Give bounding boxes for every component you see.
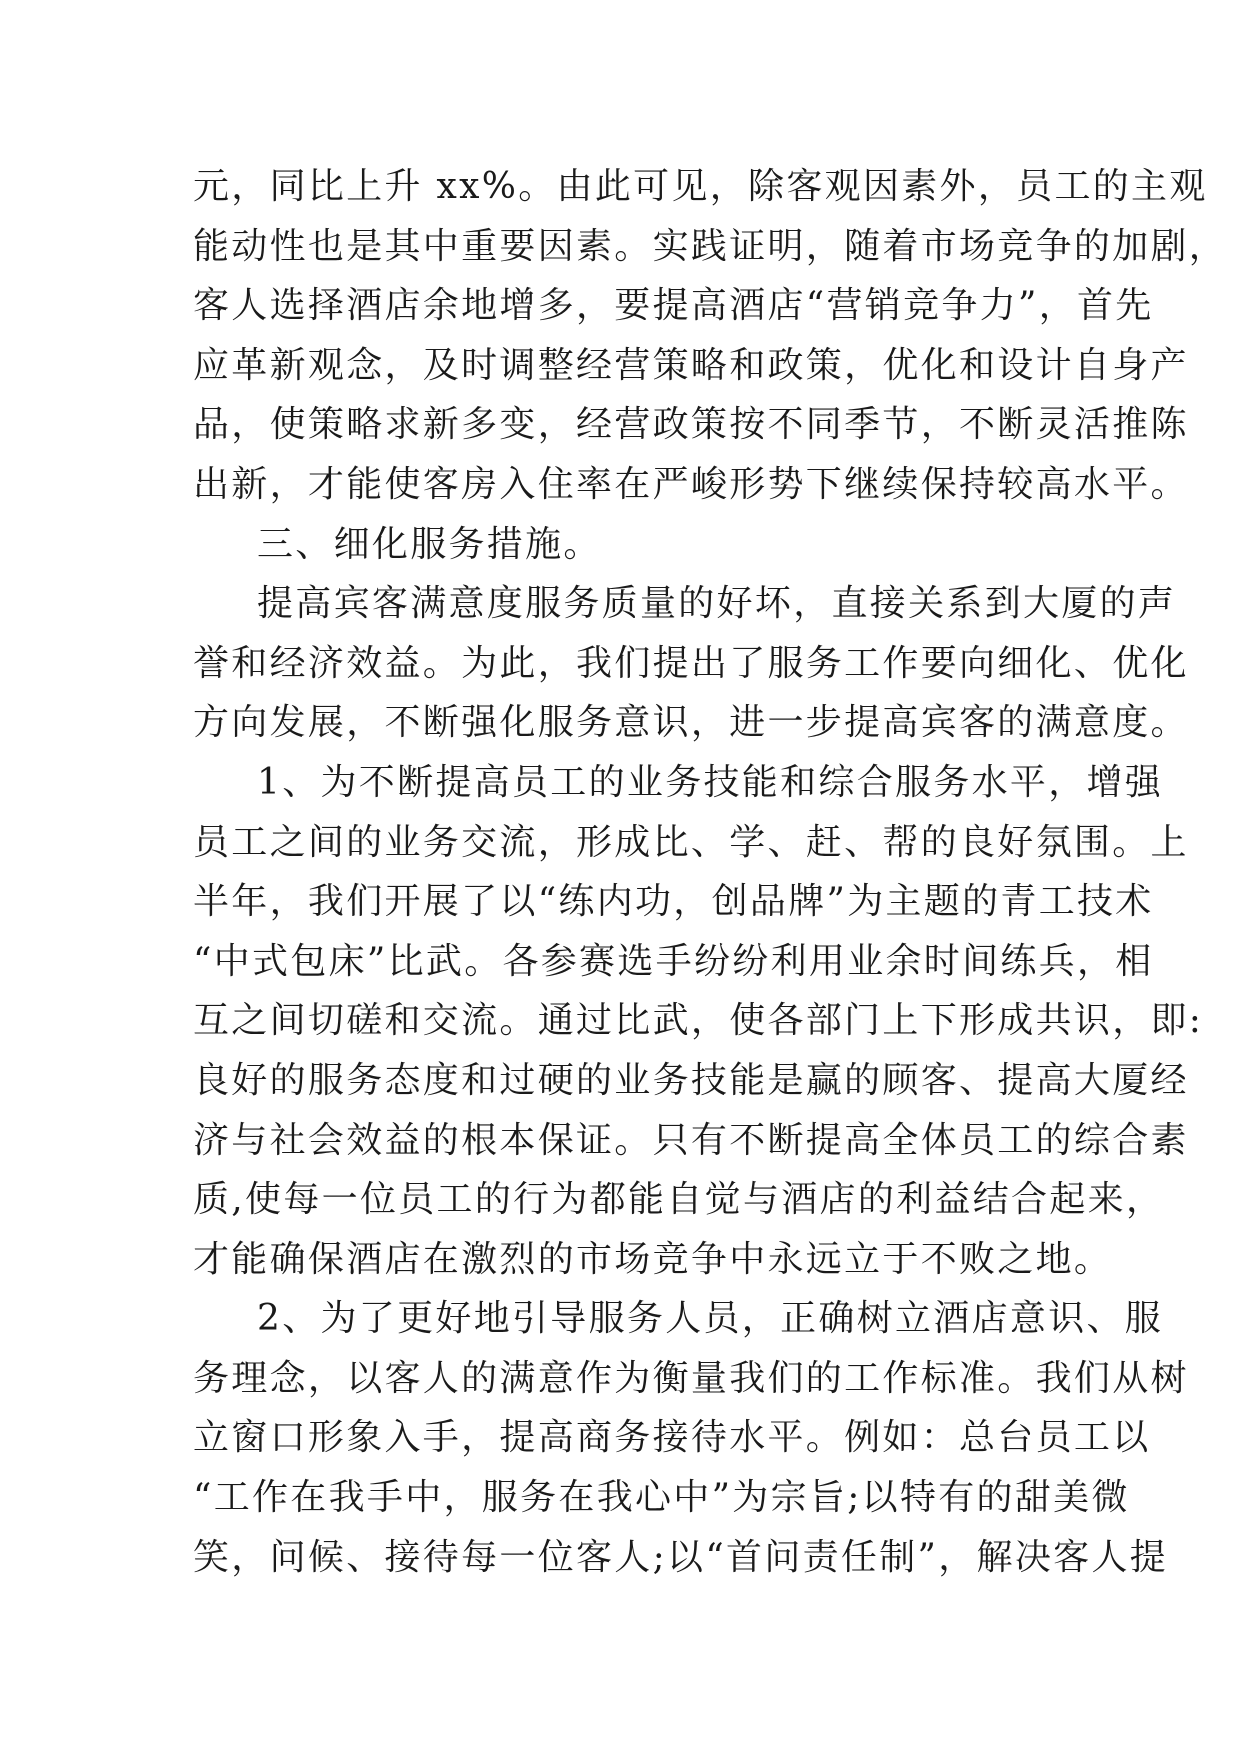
text-line: 才能确保酒店在激烈的市场竞争中永远立于不败之地。 — [193, 1238, 1113, 1280]
text-line: 客人选择酒店余地增多，要提高酒店“营销竞争力”，首先 — [193, 285, 1154, 327]
text-line: 员工之间的业务交流，形成比、学、赶、帮的良好氛围。上 — [193, 821, 1189, 863]
section-heading: 三、细化服务措施。 — [257, 523, 602, 565]
text-line: 济与社会效益的根本保证。只有不断提高全体员工的综合素 — [193, 1119, 1189, 1161]
text-line: 方向发展，不断强化服务意识，进一步提高宾客的满意度。 — [193, 702, 1189, 744]
text-line: 出新，才能使客房入住率在严峻形势下继续保持较高水平。 — [193, 463, 1189, 505]
text-line: 能动性也是其中重要因素。实践证明，随着市场竞争的加剧， — [193, 225, 1228, 267]
text-line: 半年，我们开展了以“练内功，创品牌”为主题的青工技术 — [193, 881, 1154, 923]
text-line: 务理念，以客人的满意作为衡量我们的工作标准。我们从树 — [193, 1357, 1189, 1399]
paragraph-start-line: 2、为了更好地引导服务人员，正确树立酒店意识、服 — [257, 1298, 1164, 1340]
text-line: 立窗口形象入手，提高商务接待水平。例如：总台员工以 — [193, 1417, 1151, 1459]
text-line: 质,使每一位员工的行为都能自觉与酒店的利益结合起来， — [193, 1179, 1165, 1221]
text-line: 品，使策略求新多变，经营政策按不同季节，不断灵活推陈 — [193, 404, 1189, 446]
text-line: 互之间切磋和交流。通过比武，使各部门上下形成共识，即: — [193, 1000, 1204, 1042]
text-line: 良好的服务态度和过硬的业务技能是赢的顾客、提高大厦经 — [193, 1059, 1189, 1101]
text-line: 元，同比上升 xx%。由此可见，除客观因素外，员工的主观 — [193, 166, 1208, 207]
body-text — [193, 157, 1228, 1587]
paragraph-start-line: 提高宾客满意度服务质量的好坏，直接关系到大厦的声 — [257, 583, 1177, 625]
paragraph-start-line: 1、为不断提高员工的业务技能和综合服务水平，增强 — [257, 761, 1164, 803]
text-line: 笑，问候、接待每一位客人;以“首问责任制”，解决客人提 — [193, 1536, 1169, 1578]
text-line: 应革新观念，及时调整经营策略和政策，优化和设计自身产 — [193, 344, 1189, 386]
text-line: “工作在我手中，服务在我心中”为宗旨;以特有的甜美微 — [193, 1477, 1130, 1519]
text-line: 誉和经济效益。为此，我们提出了服务工作要向细化、优化 — [193, 642, 1189, 684]
text-line: “中式包床”比武。各参赛选手纷纷利用业余时间练兵，相 — [193, 940, 1154, 982]
